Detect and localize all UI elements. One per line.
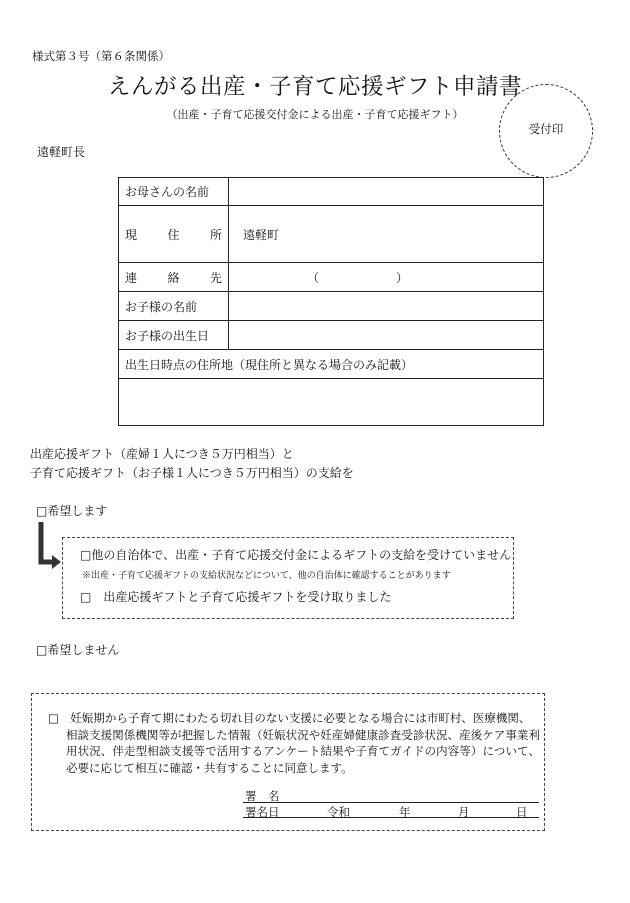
option-decline-checkbox[interactable]: □希望しません	[36, 643, 120, 657]
birth-address-field[interactable]	[119, 379, 544, 426]
address-label: 現 住 所	[119, 206, 229, 263]
contact-field[interactable]	[229, 263, 544, 292]
addressee: 遠軽町長	[37, 145, 86, 159]
consent-text[interactable]	[48, 710, 540, 776]
year-label: 年	[399, 805, 411, 819]
child-name-label: お子様の名前	[119, 292, 229, 321]
gift-description-line2: 子育て応援ギフト（お子様１人につき５万円相当）の支給を	[30, 466, 354, 480]
contact-paren-open: （	[307, 270, 320, 285]
address-prefix: 遠軽町	[243, 227, 280, 242]
table-row-mother-name	[119, 178, 544, 206]
consent-text-body: 相談支援関係機関等が把握した情報（妊娠状況や妊産婦健康診査受診状況、産後ケア事業利用状況、伴走型相談支援等で活用するアンケート結果や子育てガイドの内容等）について、必要に応じて相互に確認・共有することに同意します。	[66, 727, 540, 775]
option-wish-checkbox[interactable]: □希望します	[36, 504, 108, 518]
contact-label: 連 絡 先	[119, 263, 229, 292]
suboption-not-received-checkbox[interactable]: □他の自治体で、出産・子育て応援交付金によるギフトの支給を受けていません	[80, 548, 512, 562]
signature-label: 署 名	[245, 789, 280, 803]
signature-date-line	[243, 817, 539, 818]
gift-description-line1: 出産応援ギフト（産婦１人につき５万円相当）と	[30, 447, 294, 461]
page-title: えんがる出産・子育て応援ギフト申請書	[107, 74, 522, 100]
table-row-birth-address-label	[119, 350, 544, 379]
table-row-child-name	[119, 292, 544, 321]
table-row-address	[119, 206, 544, 263]
suboption-note: ※出産・子育て応援ギフトの支給状況などについて、他の自治体に確認することがあります	[82, 571, 451, 581]
mother-name-label: お母さんの名前	[119, 178, 229, 206]
address-field[interactable]	[229, 206, 544, 263]
applicant-info-table	[118, 177, 544, 426]
table-row-child-birthdate	[119, 321, 544, 350]
reception-stamp-label: 受付印	[528, 122, 564, 136]
child-name-field[interactable]	[229, 292, 544, 321]
page-subtitle: （出産・子育て応援交付金による出産・子育て応援ギフト）	[166, 108, 464, 121]
table-row-birth-address	[119, 379, 544, 426]
birth-address-label: 出生日時点の住所地（現住所と異なる場合のみ記載）	[119, 350, 544, 379]
mother-name-field[interactable]	[229, 178, 544, 206]
arrow-down-right-icon	[38, 522, 62, 574]
reception-stamp-circle	[499, 84, 593, 178]
contact-paren-close: ）	[396, 270, 409, 285]
child-birthdate-field[interactable]	[229, 321, 544, 350]
suboption-received-checkbox[interactable]: □ 出産応援ギフトと子育て応援ギフトを受け取りました	[80, 590, 392, 604]
form-number: 様式第３号（第６条関係）	[32, 49, 170, 63]
signature-date-label: 署名日	[245, 805, 280, 819]
consent-checkbox-line[interactable]: □ 妊娠期から子育て期にわたる切れ目のない支援に必要となる場合には市町村、医療機関、	[48, 711, 531, 725]
day-label: 日	[516, 805, 528, 819]
child-birthdate-label: お子様の出生日	[119, 321, 229, 350]
era-label: 令和	[327, 805, 350, 819]
month-label: 月	[458, 805, 470, 819]
table-row-contact	[119, 263, 544, 292]
signature-line[interactable]	[243, 802, 539, 803]
